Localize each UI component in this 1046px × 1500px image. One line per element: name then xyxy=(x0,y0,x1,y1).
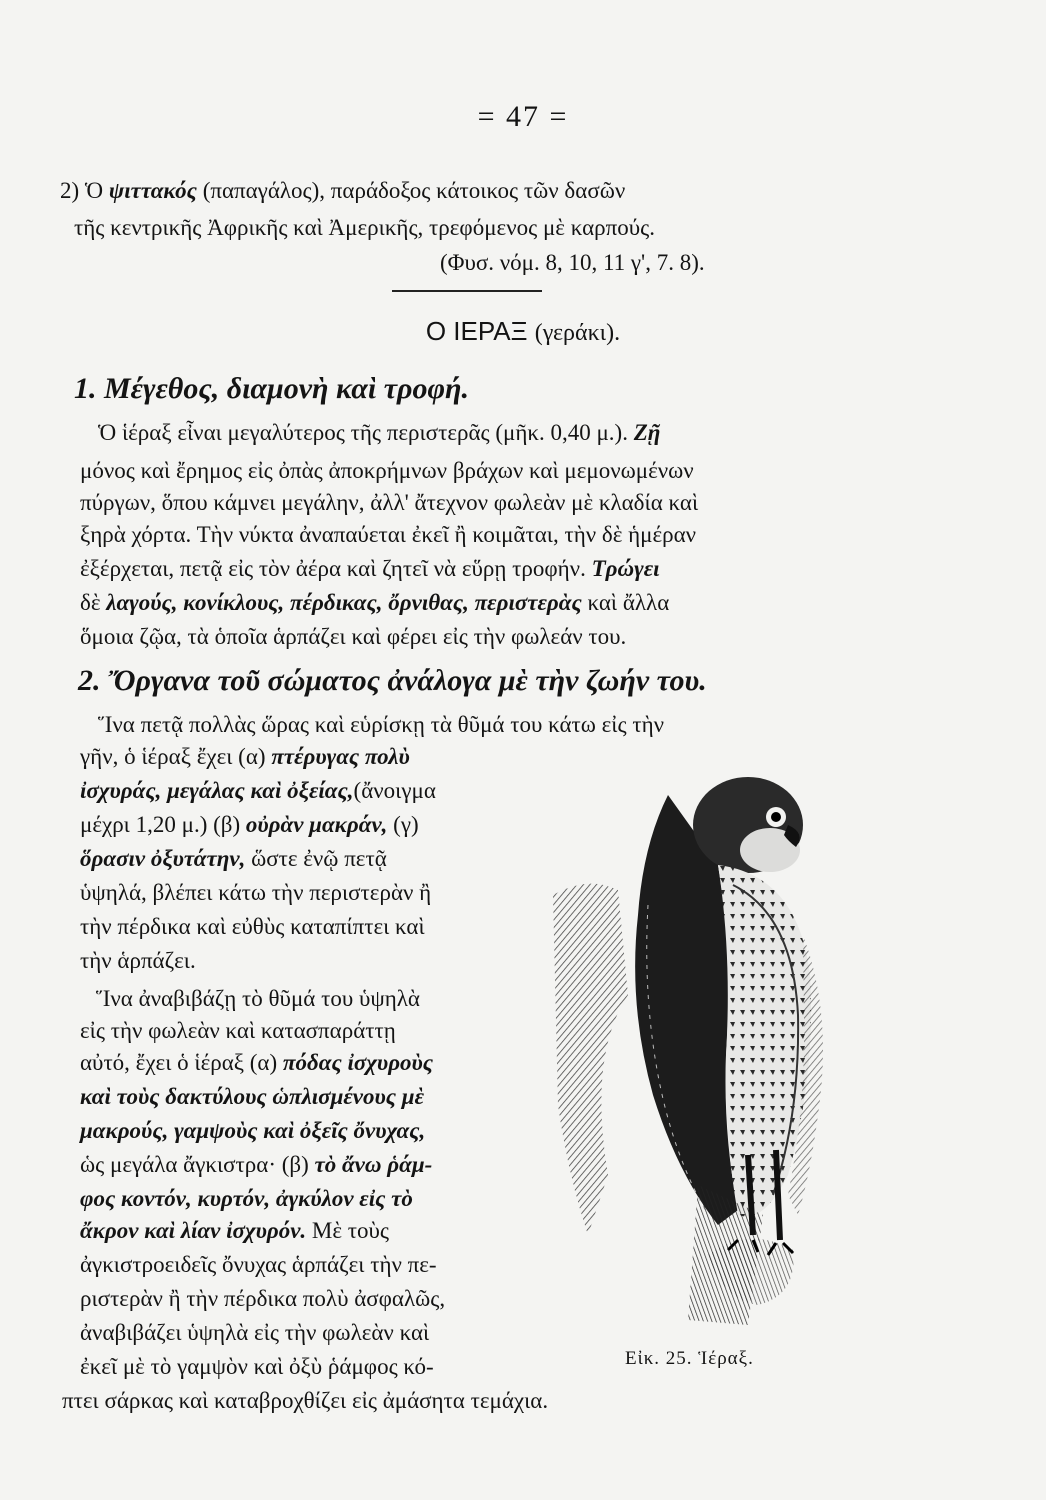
s2-p2-line-3: αὐτό, ἔχει ὁ ἱέραξ (α) πόδας ἰσχυροὺς xyxy=(80,1050,434,1075)
falcon-icon xyxy=(548,755,838,1330)
falcon-illustration xyxy=(548,755,838,1330)
figure-caption: Εἰκ. 25. Ἱέραξ. xyxy=(625,1348,754,1369)
s2-p2-line-8: ἄκρον καὶ λίαν ἰσχυρόν. Μὲ τοὺς xyxy=(80,1218,390,1243)
intro-line-3: (Φυσ. νόμ. 8, 10, 11 γ', 7. 8). xyxy=(440,250,705,275)
s2-p1-line-5: ὅρασιν ὀξυτάτην, ὥστε ἐνῷ πετᾷ xyxy=(80,846,387,871)
intro-line-1: 2) Ὁ ψιττακός (παπαγάλος), παράδοξος κάτοικος τῶν δασῶν xyxy=(60,178,626,203)
section-1-title: 1. Μέγεθος, διαμονὴ καὶ τροφή. xyxy=(74,372,470,405)
s1-line-5: ἐξέρχεται, πετᾷ εἰς τὸν ἀέρα καὶ ζητεῖ νὰ εὕρῃ τροφήν. Τρώγει xyxy=(80,556,660,581)
s1-line-3: πύργων, ὅπου κάμνει μεγάλην, ἀλλ' ἄτεχνον φωλεὰν μὲ κλαδία καὶ xyxy=(80,490,699,515)
s1-line-2: μόνος καὶ ἔρημος εἰς ὀπὰς ἀποκρήμνων βράχων καὶ μεμονωμένων xyxy=(80,458,694,483)
s2-p1-line-1: Ἵνα πετᾷ πολλὰς ὥρας καὶ εὑρίσκῃ τὰ θῦμά του κάτω εἰς τὴν xyxy=(98,712,665,737)
s2-p2-line-11: ἀναβιβάζει ὑψηλὰ εἰς τὴν φωλεὰν καὶ xyxy=(80,1320,430,1345)
s1-line-1: Ὁ ἱέραξ εἶναι μεγαλύτερος τῆς περιστερᾶς (μῆκ. 0,40 μ.). Ζῇ xyxy=(98,420,661,445)
intro-line-2: τῆς κεντρικῆς Ἀφρικῆς καὶ Ἀμερικῆς, τρεφόμενος μὲ καρπούς. xyxy=(74,215,655,240)
article-heading: Ο ΙΕΡΑΞ (γεράκι). xyxy=(425,316,621,346)
s2-p1-line-2: γῆν, ὁ ἱέραξ ἔχει (α) πτέρυγας πολὺ xyxy=(80,744,410,769)
section-2-title: 2. Ὄργανα τοῦ σώματος ἀνάλογα μὲ τὴν ζωήν του. xyxy=(78,664,707,697)
s2-p2-line-6: ὡς μεγάλα ἄγκιστρα· (β) τὸ ἄνω ῥάμ- xyxy=(80,1152,433,1177)
divider xyxy=(392,290,542,292)
s1-line-6: δὲ λαγούς, κονίκλους, πέρδικας, ὄρνιθας, περιστερὰς καὶ ἄλλα xyxy=(80,590,670,615)
s2-p2-line-12: ἐκεῖ μὲ τὸ γαμψὸν καὶ ὀξὺ ῥάμφος κό- xyxy=(80,1354,434,1379)
s2-p2-line-10: ριστερὰν ἢ τὴν πέρδικα πολὺ ἀσφαλῶς, xyxy=(80,1286,446,1311)
s2-p2-line-9: ἀγκιστροειδεῖς ὄνυχας ἁρπάζει τὴν πε- xyxy=(80,1252,437,1277)
s2-p1-line-7: τὴν πέρδικα καὶ εὐθὺς καταπίπτει καὶ xyxy=(80,914,425,939)
s2-p1-line-3: ἰσχυράς, μεγάλας καὶ ὀξείας,(ἄνοιγμα xyxy=(80,778,436,803)
s2-p2-line-7: φος κοντόν, κυρτόν, ἀγκύλον εἰς τὸ xyxy=(80,1186,413,1211)
page-number: = 47 = xyxy=(477,100,569,133)
s2-p1-line-6: ὑψηλά, βλέπει κάτω τὴν περιστερὰν ἢ xyxy=(80,880,432,905)
s1-line-4: ξηρὰ χόρτα. Τὴν νύκτα ἀναπαύεται ἐκεῖ ἢ κοιμᾶται, τὴν δὲ ἡμέραν xyxy=(80,522,697,547)
s1-line-7: ὅμοια ζῷα, τὰ ὁποῖα ἁρπάζει καὶ φέρει εἰς τὴν φωλεάν του. xyxy=(80,624,627,649)
s2-p2-line-2: εἰς τὴν φωλεὰν καὶ κατασπαράττῃ xyxy=(80,1018,396,1043)
s2-p2-line-13: πτει σάρκας καὶ καταβροχθίζει εἰς ἀμάσητα τεμάχια. xyxy=(62,1388,549,1413)
s2-p2-line-4: καὶ τοὺς δακτύλους ὡπλισμένους μὲ xyxy=(80,1084,425,1109)
s2-p1-line-4: μέχρι 1,20 μ.) (β) οὐρὰν μακράν, (γ) xyxy=(80,812,419,837)
s2-p2-line-5: μακρούς, γαμψοὺς καὶ ὀξεῖς ὄνυχας, xyxy=(80,1118,426,1143)
s2-p2-line-1: Ἵνα ἀναβιβάζῃ τὸ θῦμά του ὑψηλὰ xyxy=(96,986,420,1011)
s2-p1-line-8: τὴν ἁρπάζει. xyxy=(80,948,196,973)
